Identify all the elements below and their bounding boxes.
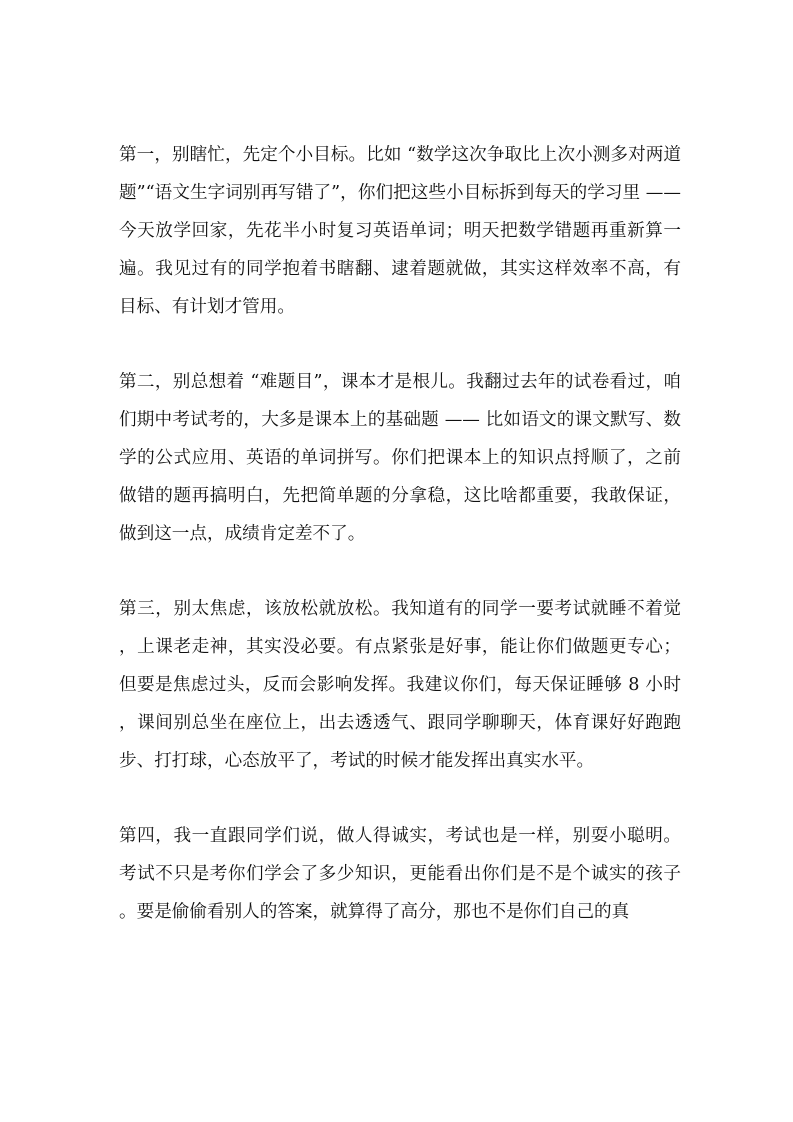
paragraph-1: 第一，别瞎忙，先定个小目标。比如 “数学这次争取比上次小测多对两道题”“语文生字词别再写错了”，你们把这些小目标拆到每天的学习里 —— 今天放学回家，先花半小时复习英语单词；明天把数学错题再重新算一遍。我见过有的同学抱着书瞎翻、逮着题就做，其实这样效率不高，有目标、有计划才管用。 [119, 145, 681, 317]
paragraph-4: 第四，我一直跟同学们说，做人得诚实，考试也是一样，别耍小聪明。考试不只是考你们学会了多少知识，更能看出你们是不是个诚实的孩子。要是偷偷看别人的答案，就算得了高分，那也不是你们自己的真 [119, 826, 681, 922]
document-body [119, 136, 681, 968]
paragraph-2: 第二，别总想着 “难题目”，课本才是根儿。我翻过去年的试卷看过，咱们期中考试考的，大多是课本上的基础题 —— 比如语文的课文默写、数学的公式应用、英语的单词拼写。你们把课本上的知识点捋顺了，之前做错的题再搞明白，先把简单题的分拿稳，这比啥都重要，我敢保证，做到这一点，成绩肯定差不了。 [119, 372, 681, 544]
paragraph-3: 第三，别太焦虑，该放松就放松。我知道有的同学一要考试就睡不着觉，上课老走神，其实没必要。有点紧张是好事，能让你们做题更专心；但要是焦虑过头，反而会影响发挥。我建议你们，每天保证睡够 8 小时，课间别总坐在座位上，出去透透气、跟同学聊聊天，体育课好好跑跑步、打打球，心态放平了，考试的时候才能发挥出真实水平。 [119, 599, 681, 771]
